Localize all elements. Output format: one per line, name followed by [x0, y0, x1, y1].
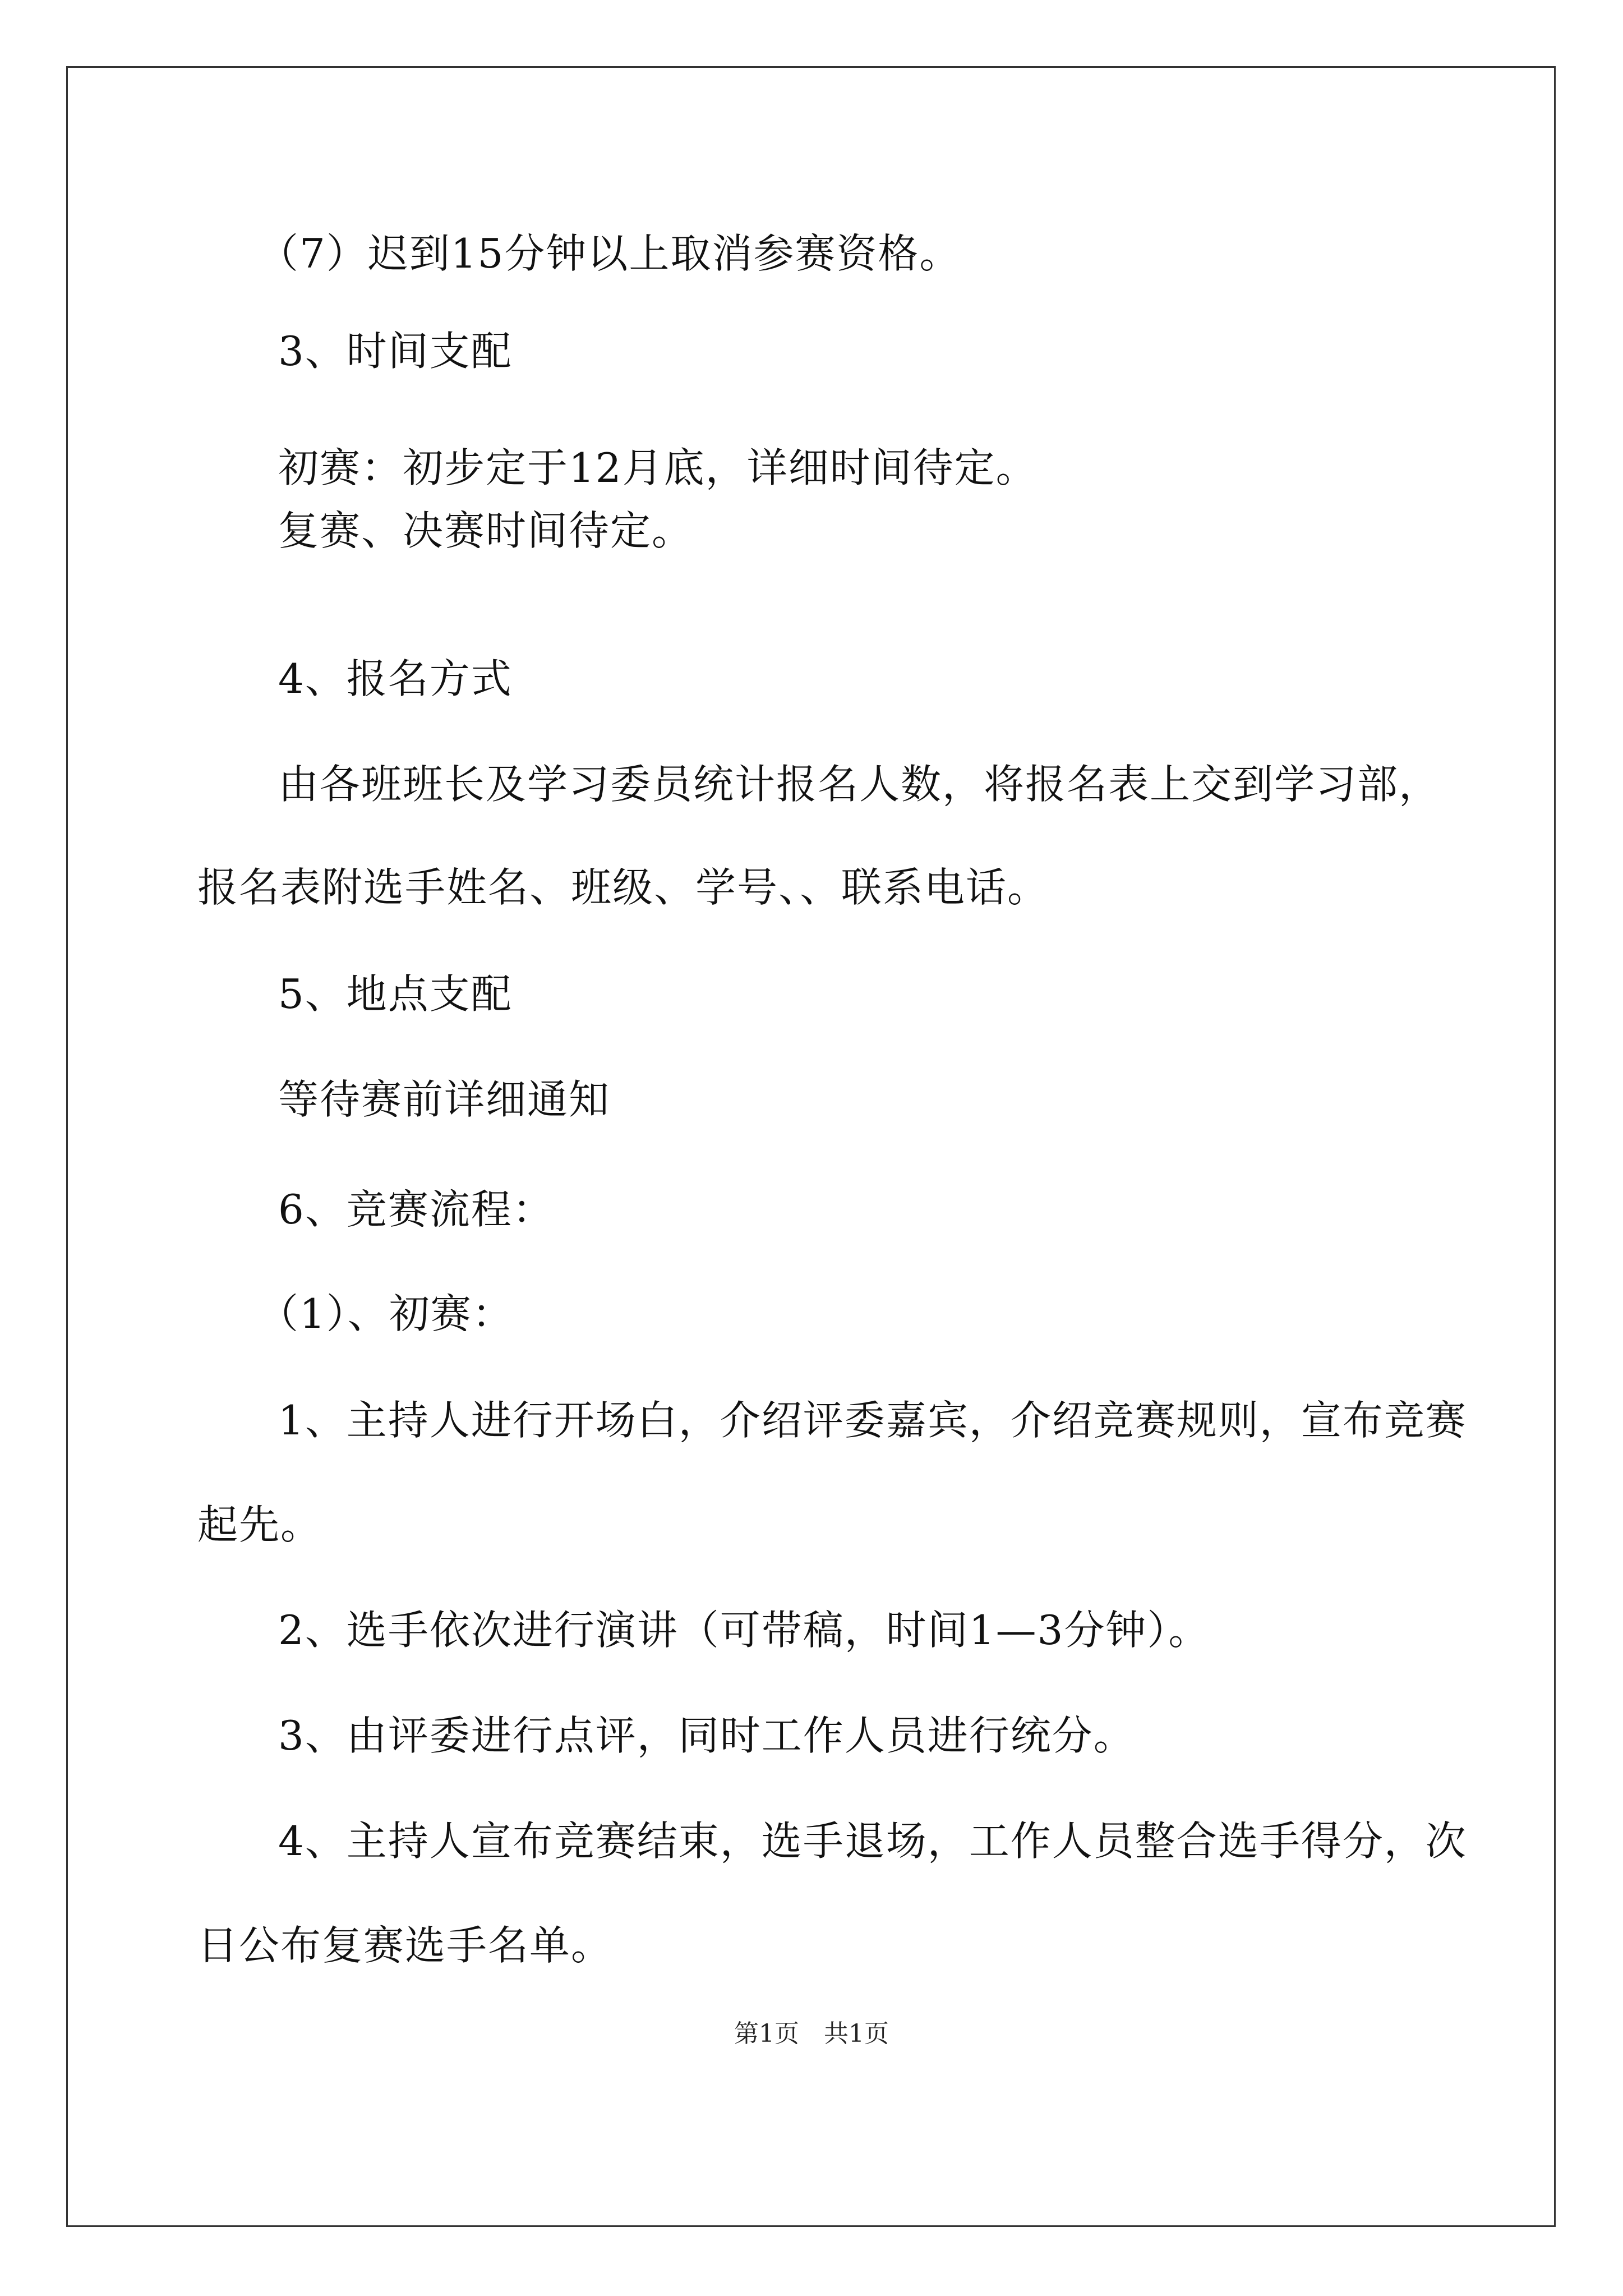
- text-line-12: 1、主持人进行开场白，介绍评委嘉宾，介绍竞赛规则，宣布竞赛: [278, 1397, 1467, 1444]
- text-line-4: 复赛、决赛时间待定。: [278, 507, 694, 554]
- text-line-9: 等待赛前详细通知: [278, 1076, 611, 1123]
- text-line-6: 由各班班长及学习委员统计报名人数，将报名表上交到学习部，: [278, 761, 1441, 808]
- text-line-1: （7）迟到15分钟以上取消参赛资格。: [258, 230, 961, 277]
- page-number-footer: 第1页 共1页: [734, 2019, 889, 2048]
- text-line-7: 报名表附选手姓名、班级、学号、、联系电话。: [197, 864, 1049, 911]
- page-border: [66, 66, 1556, 2227]
- text-line-16: 4、主持人宣布竞赛结束，选手退场，工作人员整合选手得分，次: [278, 1818, 1467, 1865]
- section-heading-process: 6、竞赛流程：: [278, 1186, 554, 1233]
- sub-heading-preliminary: （1）、初赛：: [258, 1290, 514, 1337]
- text-line-3: 初赛：初步定于12月底，详细时间待定。: [278, 444, 1038, 491]
- text-line-13: 起先。: [197, 1501, 322, 1548]
- section-heading-registration: 4、报名方式: [278, 655, 513, 702]
- section-heading-time: 3、时间支配: [278, 328, 513, 375]
- text-line-15: 3、由评委进行点评，同时工作人员进行统分。: [278, 1712, 1135, 1759]
- text-line-14: 2、选手依次进行演讲（可带稿，时间1—3分钟）。: [278, 1607, 1210, 1654]
- text-line-17: 日公布复赛选手名单。: [197, 1922, 613, 1969]
- section-heading-location: 5、地点支配: [278, 970, 513, 1018]
